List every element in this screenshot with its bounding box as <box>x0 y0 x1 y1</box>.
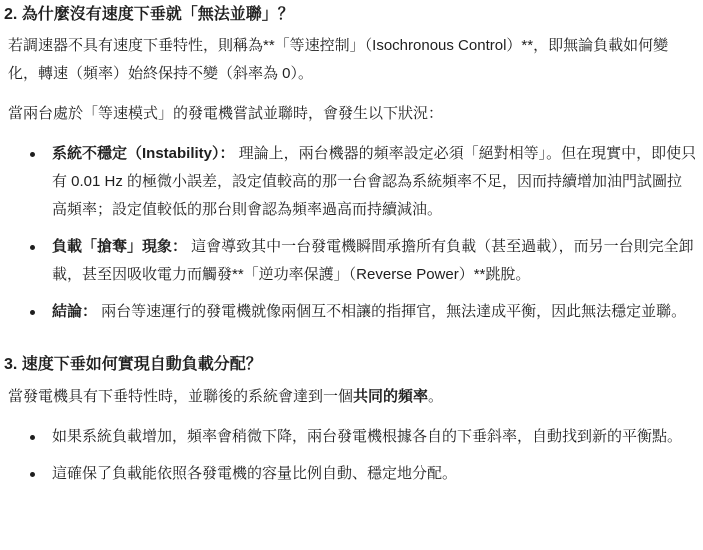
section2-para1: 若調速器不具有速度下垂特性，則稱為**「等速控制」（Isochronous Control）**，即無論負載如何變化，轉速（頻率）始終保持不變（斜率為 0）。 <box>8 37 669 82</box>
bullet-text: 這確保了負載能依照各發電機的容量比例自動、穩定地分配。 <box>52 465 458 482</box>
list-item-instability <box>8 140 697 224</box>
bullet-label: 結論： <box>52 303 98 320</box>
para-bold-text: 共同的頻率 <box>353 388 429 405</box>
bullet-icon <box>30 435 35 440</box>
section2-list <box>8 140 697 326</box>
bullet-icon <box>30 310 35 315</box>
section3-list <box>8 423 697 488</box>
bullet-text: 如果系統負載增加，頻率會稍微下降，兩台發電機根據各自的下垂斜率，自動找到新的平衡點。 <box>52 428 683 445</box>
bullet-text: 兩台等速運行的發電機就像兩個互不相讓的指揮官，無法達成平衡，因此無法穩定並聯。 <box>97 303 687 320</box>
bullet-label: 負載「搶奪」現象： <box>52 238 188 255</box>
section3-heading: 3. 速度下垂如何實現自動負載分配？ <box>4 356 262 373</box>
para-text: 。 <box>428 388 444 405</box>
list-item-load-grab <box>8 233 697 289</box>
bullet-label: 系統不穩定（Instability）： <box>52 145 235 162</box>
list-item-load-increase <box>8 423 697 451</box>
para-text: 當發電機具有下垂特性時，並聯後的系統會達到一個 <box>8 388 354 405</box>
section2-para2: 當兩台處於「等速模式」的發電機嘗試並聯時，會發生以下狀況： <box>8 105 444 122</box>
bullet-icon <box>30 472 35 477</box>
bullet-text: 這會導致其中一台發電機瞬間承擔所有負載（甚至過載），而另一台則完全卸載，甚至因吸收電力而觸發**「逆功率保護」（Reverse Power）**跳脫。 <box>52 238 694 283</box>
section3-para <box>8 383 697 411</box>
list-item-conclusion <box>8 298 697 326</box>
bullet-text: 理論上，兩台機器的頻率設定必須「絕對相等」。但在現實中，即使只有 0.01 Hz 的極微小誤差，設定值較高的那一台會認為系統頻率不足，因而持續增加油門試圖拉高頻率；設定值較低的那台則會認為頻率過高而持續減油。 <box>52 145 697 218</box>
bullet-icon <box>30 152 35 157</box>
bullet-icon <box>30 245 35 250</box>
list-item-proportional-share <box>8 460 697 488</box>
section2-heading: 2. 為什麼沒有速度下垂就「無法並聯」？ <box>4 6 294 23</box>
